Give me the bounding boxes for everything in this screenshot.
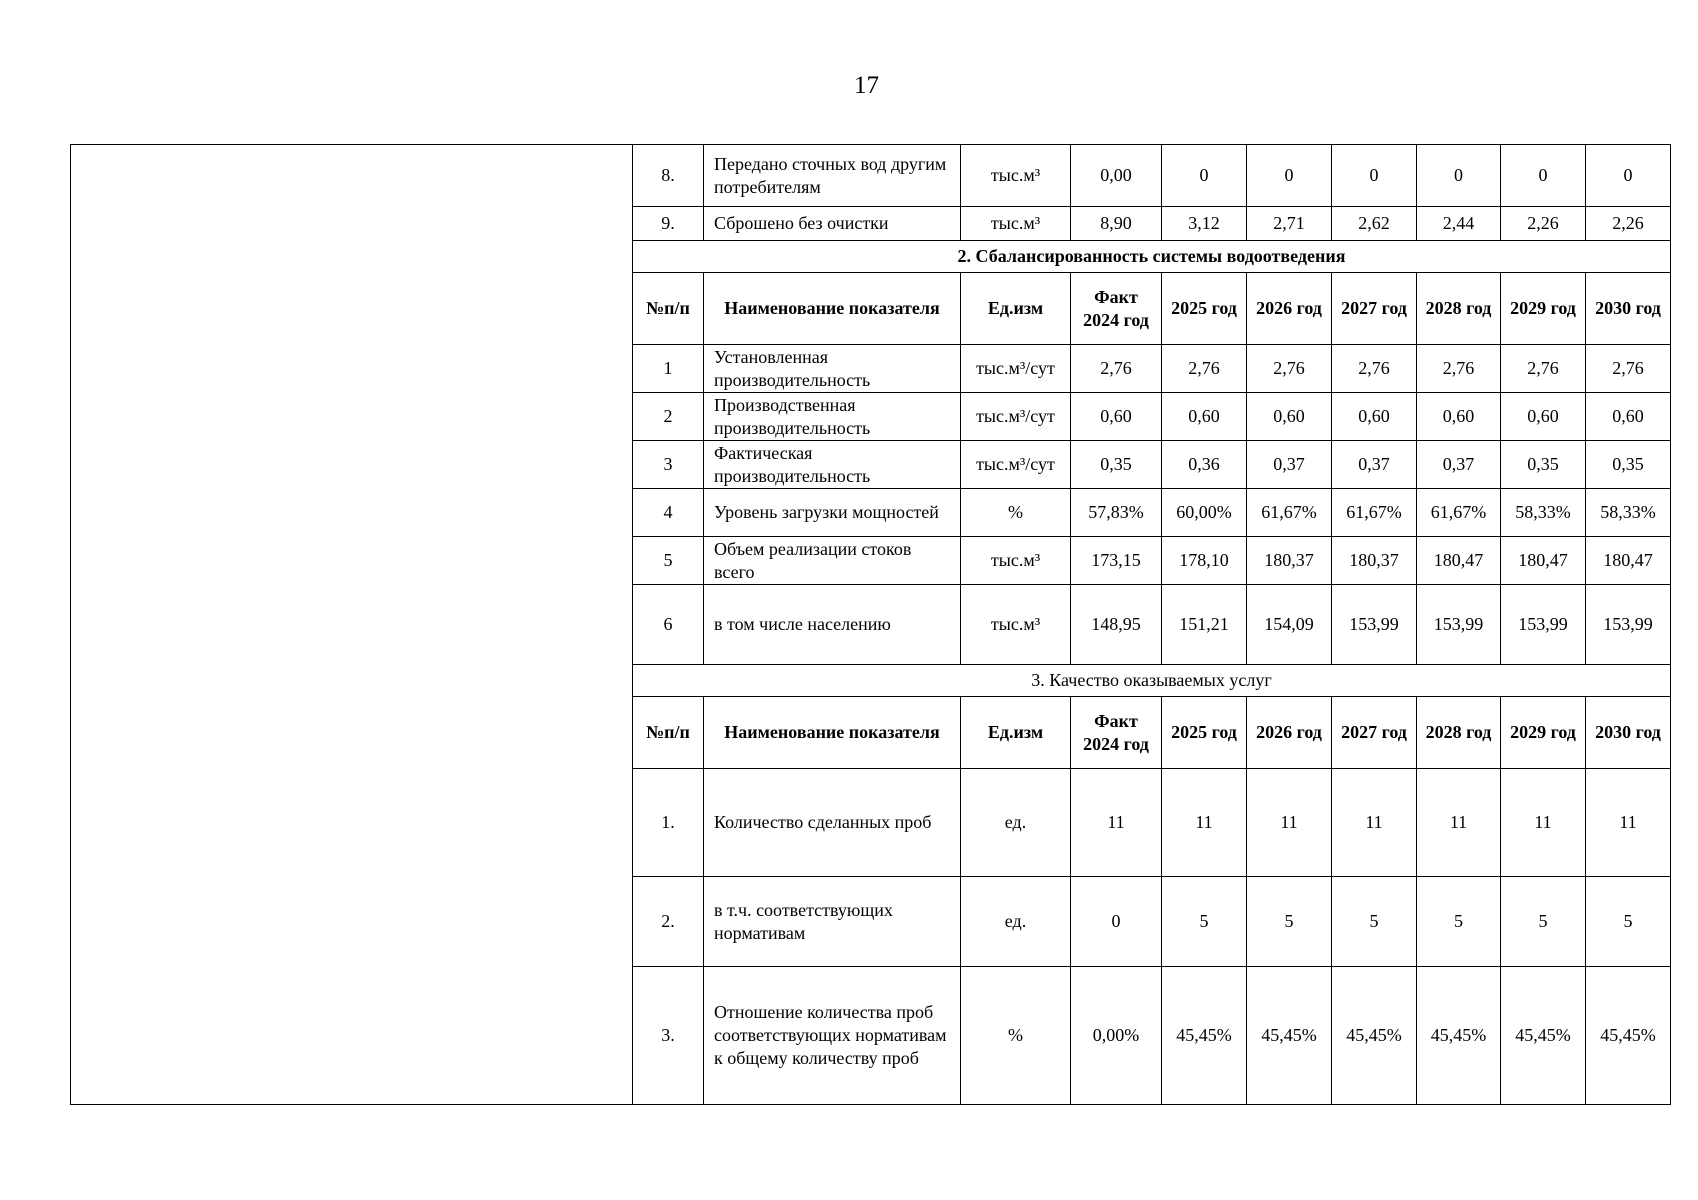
value-cell: 11 (1332, 769, 1417, 877)
value-cell: 2,76 (1332, 345, 1417, 393)
value-cell: 45,45% (1501, 967, 1586, 1105)
value-cell: 0 (1332, 145, 1417, 207)
value-cell: 153,99 (1501, 585, 1586, 665)
value-cell: 153,99 (1417, 585, 1501, 665)
header-unit: Ед.изм (961, 697, 1071, 769)
value-cell: 0,00% (1071, 967, 1162, 1105)
value-cell: 0,60 (1417, 393, 1501, 441)
value-cell: 45,45% (1332, 967, 1417, 1105)
value-cell: 58,33% (1586, 489, 1671, 537)
value-cell: 0,35 (1501, 441, 1586, 489)
value-cell: 0,60 (1162, 393, 1247, 441)
unit-cell: ед. (961, 877, 1071, 967)
value-cell: 0,37 (1332, 441, 1417, 489)
value-cell: 11 (1071, 769, 1162, 877)
value-cell: 2,76 (1071, 345, 1162, 393)
header-year: Факт 2024 год (1071, 273, 1162, 345)
value-cell: 153,99 (1586, 585, 1671, 665)
header-year: 2028 год (1417, 697, 1501, 769)
unit-cell: % (961, 489, 1071, 537)
unit-cell: % (961, 967, 1071, 1105)
value-cell: 5 (1247, 877, 1332, 967)
value-cell: 2,44 (1417, 207, 1501, 241)
unit-cell: тыс.м³/сут (961, 393, 1071, 441)
header-year: 2027 год (1332, 273, 1417, 345)
value-cell: 180,47 (1501, 537, 1586, 585)
value-cell: 0 (1586, 145, 1671, 207)
indicators-table (70, 144, 1671, 1105)
indicator-name: Объем реализации стоков всего (704, 537, 961, 585)
value-cell: 2,62 (1332, 207, 1417, 241)
row-number: 6 (633, 585, 704, 665)
unit-cell: тыс.м³ (961, 145, 1071, 207)
header-year: 2029 год (1501, 697, 1586, 769)
value-cell: 0 (1247, 145, 1332, 207)
value-cell: 11 (1501, 769, 1586, 877)
unit-cell: тыс.м³ (961, 585, 1071, 665)
header-year: 2030 год (1586, 697, 1671, 769)
value-cell: 58,33% (1501, 489, 1586, 537)
value-cell: 5 (1332, 877, 1417, 967)
value-cell: 2,76 (1586, 345, 1671, 393)
row-number: 2. (633, 877, 704, 967)
value-cell: 2,76 (1247, 345, 1332, 393)
value-cell: 60,00% (1162, 489, 1247, 537)
indicator-name: Сброшено без очистки (704, 207, 961, 241)
value-cell: 2,76 (1501, 345, 1586, 393)
header-year: 2028 год (1417, 273, 1501, 345)
header-year: 2027 год (1332, 697, 1417, 769)
row-number: 4 (633, 489, 704, 537)
indicator-name: в т.ч. соответствующих нормативам (704, 877, 961, 967)
value-cell: 8,90 (1071, 207, 1162, 241)
value-cell: 5 (1417, 877, 1501, 967)
value-cell: 180,47 (1417, 537, 1501, 585)
value-cell: 173,15 (1071, 537, 1162, 585)
value-cell: 61,67% (1332, 489, 1417, 537)
header-num: №п/п (633, 697, 704, 769)
value-cell: 3,12 (1162, 207, 1247, 241)
value-cell: 180,47 (1586, 537, 1671, 585)
row-number: 9. (633, 207, 704, 241)
indicator-name: в том числе населению (704, 585, 961, 665)
value-cell: 57,83% (1071, 489, 1162, 537)
section-title: 3. Качество оказываемых услуг (633, 665, 1671, 697)
value-cell: 5 (1586, 877, 1671, 967)
value-cell: 2,76 (1162, 345, 1247, 393)
value-cell: 0,00 (1071, 145, 1162, 207)
value-cell: 5 (1501, 877, 1586, 967)
value-cell: 148,95 (1071, 585, 1162, 665)
value-cell: 0,37 (1247, 441, 1332, 489)
header-year: 2029 год (1501, 273, 1586, 345)
value-cell: 45,45% (1586, 967, 1671, 1105)
value-cell: 2,76 (1417, 345, 1501, 393)
value-cell: 0,60 (1247, 393, 1332, 441)
value-cell: 153,99 (1332, 585, 1417, 665)
unit-cell: тыс.м³/сут (961, 441, 1071, 489)
header-year: 2026 год (1247, 273, 1332, 345)
value-cell: 11 (1162, 769, 1247, 877)
header-year: 2026 год (1247, 697, 1332, 769)
value-cell: 0,60 (1586, 393, 1671, 441)
value-cell: 2,71 (1247, 207, 1332, 241)
value-cell: 0 (1417, 145, 1501, 207)
value-cell: 180,37 (1332, 537, 1417, 585)
value-cell: 5 (1162, 877, 1247, 967)
indicator-name: Производственная производительность (704, 393, 961, 441)
value-cell: 2,26 (1586, 207, 1671, 241)
value-cell: 0,60 (1501, 393, 1586, 441)
header-num: №п/п (633, 273, 704, 345)
unit-cell: тыс.м³ (961, 207, 1071, 241)
value-cell: 154,09 (1247, 585, 1332, 665)
value-cell: 45,45% (1247, 967, 1332, 1105)
header-name: Наименование показателя (704, 697, 961, 769)
unit-cell: тыс.м³/сут (961, 345, 1071, 393)
value-cell: 178,10 (1162, 537, 1247, 585)
indicator-name: Отношение количества проб соответствующих нормативам к общему количеству проб (704, 967, 961, 1105)
section-title: 2. Сбалансированность системы водоотведения (633, 241, 1671, 273)
value-cell: 0,35 (1071, 441, 1162, 489)
row-number: 1 (633, 345, 704, 393)
indicator-name: Количество сделанных проб (704, 769, 961, 877)
value-cell: 0 (1162, 145, 1247, 207)
row-number: 5 (633, 537, 704, 585)
header-year: 2025 год (1162, 273, 1247, 345)
row-number: 3. (633, 967, 704, 1105)
value-cell: 45,45% (1162, 967, 1247, 1105)
value-cell: 0,35 (1586, 441, 1671, 489)
left-blank-cell (71, 145, 633, 1105)
value-cell: 11 (1417, 769, 1501, 877)
row-number: 3 (633, 441, 704, 489)
header-name: Наименование показателя (704, 273, 961, 345)
header-year: 2030 год (1586, 273, 1671, 345)
header-year: 2025 год (1162, 697, 1247, 769)
indicator-name: Фактическая производительность (704, 441, 961, 489)
value-cell: 11 (1586, 769, 1671, 877)
row-number: 2 (633, 393, 704, 441)
value-cell: 151,21 (1162, 585, 1247, 665)
value-cell: 0,36 (1162, 441, 1247, 489)
unit-cell: ед. (961, 769, 1071, 877)
value-cell: 0,37 (1417, 441, 1501, 489)
page-number: 17 (854, 72, 879, 99)
value-cell: 0 (1071, 877, 1162, 967)
value-cell: 61,67% (1417, 489, 1501, 537)
indicator-name: Уровень загрузки мощностей (704, 489, 961, 537)
value-cell: 0 (1501, 145, 1586, 207)
value-cell: 11 (1247, 769, 1332, 877)
value-cell: 2,26 (1501, 207, 1586, 241)
value-cell: 180,37 (1247, 537, 1332, 585)
value-cell: 61,67% (1247, 489, 1332, 537)
value-cell: 0,60 (1332, 393, 1417, 441)
row-number: 8. (633, 145, 704, 207)
row-number: 1. (633, 769, 704, 877)
header-year: Факт 2024 год (1071, 697, 1162, 769)
value-cell: 0,60 (1071, 393, 1162, 441)
table-row (71, 145, 1671, 207)
indicator-name: Установленная производительность (704, 345, 961, 393)
indicator-name: Передано сточных вод другим потребителям (704, 145, 961, 207)
unit-cell: тыс.м³ (961, 537, 1071, 585)
header-unit: Ед.изм (961, 273, 1071, 345)
value-cell: 45,45% (1417, 967, 1501, 1105)
